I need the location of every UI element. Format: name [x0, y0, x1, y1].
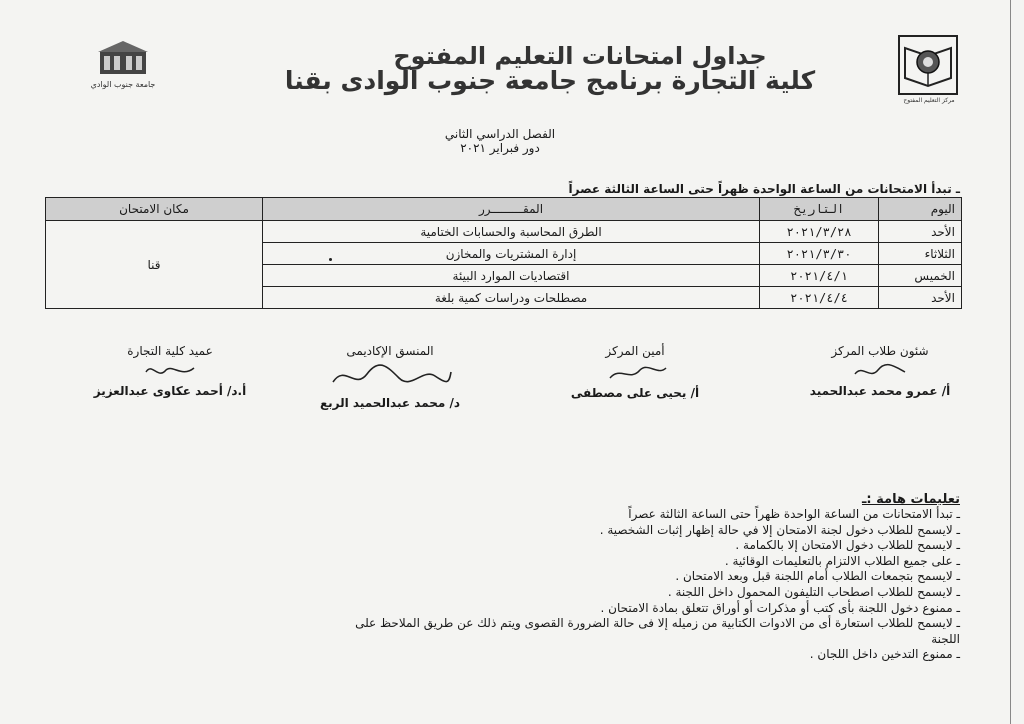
row-day: الأحد: [879, 221, 962, 243]
handwritten-signature: [140, 360, 200, 382]
semester-info: [400, 127, 600, 155]
table-header-row: [46, 198, 962, 221]
scan-edge: [1010, 0, 1011, 724]
row-date: ٢٠٢١/٣/٢٨: [760, 221, 879, 243]
signature-name: أ/ يحيى على مصطفى: [570, 386, 700, 400]
list-item: ـ ممنوع دخول اللجنة بأى كتب أو مذكرات أو أوراق تتعلق بمادة الامتحان .: [600, 600, 960, 615]
stray-mark: [329, 258, 332, 261]
signature-student-affairs: [790, 344, 970, 398]
row-date: ٢٠٢١/٣/٣٠: [760, 243, 879, 265]
signature-center-secretary: [560, 344, 710, 400]
list-item: ـ تبدأ الامتحانات من الساعة الواحدة ظهراً حتى الساعة الثالثة عصراً: [628, 507, 960, 521]
page-title-line2: كلية التجارة برنامج جامعة جنوب الوادى بقنا: [284, 66, 816, 95]
handwritten-signature: [850, 360, 910, 382]
row-day: الثلاثاء: [879, 243, 962, 265]
signature-academic-coordinator: [300, 344, 480, 410]
signature-title: المنسق الإكاديمى: [346, 344, 434, 358]
list-item: ـ لايسمح بتجمعات الطلاب أمام اللجنة قبل وبعد الامتحان .: [675, 569, 960, 584]
handwritten-signature: [325, 360, 455, 394]
semester-line1: الفصل الدراسي الثاني: [444, 127, 556, 141]
signature-title: عميد كلية التجارة: [127, 344, 213, 358]
exam-place: قنا: [46, 221, 263, 309]
signature-dean: [75, 344, 265, 398]
instructions-title: تعليمات هامة :ـ: [861, 492, 960, 507]
instructions-list: [330, 507, 960, 663]
row-day: الخميس: [879, 265, 962, 287]
table-row: [46, 221, 962, 243]
list-item: ـ على جميع الطلاب الالتزام بالتعليمات الوقائية .: [724, 553, 960, 568]
left-logo-caption: جامعة جنوب الوادي: [90, 80, 156, 89]
row-date: ٢٠٢١/٤/١: [760, 265, 879, 287]
header-place: مكان الامتحان: [46, 198, 263, 221]
list-item: ـ ممنوع التدخين داخل اللجان .: [809, 647, 960, 662]
list-item: ـ لايسمح للطلاب استعارة أى من الادوات الكتابية من زميله إلا فى حالة الضرورة القصوى ويتم ذلك عن طريق الملاحظ على اللجنة: [355, 616, 960, 646]
row-subject: مصطلحات ودراسات كمية بلغة: [263, 287, 760, 309]
signature-title: شئون طلاب المركز: [831, 344, 929, 358]
row-date: ٢٠٢١/٤/٤: [760, 287, 879, 309]
list-item: ـ لايسمح للطلاب دخول لجنة الامتحان إلا في حالة إظهار إثبات الشخصية .: [599, 522, 960, 537]
page-title-line1: جداول امتحانات التعليم المفتوح: [393, 42, 767, 70]
signature-name: أ/ عمرو محمد عبدالحميد: [809, 384, 951, 398]
signature-name: أ.د/ أحمد عكاوى عبدالعزيز: [93, 384, 247, 398]
header-date: التاريخ: [760, 198, 879, 221]
header-subject: المقـــــــــرر: [263, 198, 760, 221]
handwritten-signature: [600, 360, 670, 384]
university-logo: [96, 38, 150, 78]
signature-title: أمين المركز: [605, 344, 665, 358]
row-subject: الطرق المحاسبة والحسابات الختامية: [263, 221, 760, 243]
header-day: اليوم: [879, 198, 962, 221]
right-logo-caption: مركز التعليم المفتوح: [903, 97, 955, 104]
list-item: ـ لايسمح للطلاب اصطحاب التليفون المحمول داخل اللجنة .: [667, 584, 960, 599]
exam-schedule-table: [45, 197, 962, 309]
row-subject: إدارة المشتريات والمخازن: [263, 243, 760, 265]
list-item: ـ لايسمح للطلاب دخول الامتحان إلا بالكمامة .: [735, 538, 960, 553]
row-subject: اقتصاديات الموارد البيئة: [263, 265, 760, 287]
row-day: الأحد: [879, 287, 962, 309]
exam-time-note: ـ تبدأ الامتحانات من الساعة الواحدة ظهراً حتى الساعة الثالثة عصراً: [568, 182, 960, 196]
semester-line2: دور فبراير ٢٠٢١: [460, 141, 540, 155]
signature-name: د/ محمد عبدالحميد الربع: [319, 396, 461, 410]
open-education-logo: [897, 34, 959, 96]
